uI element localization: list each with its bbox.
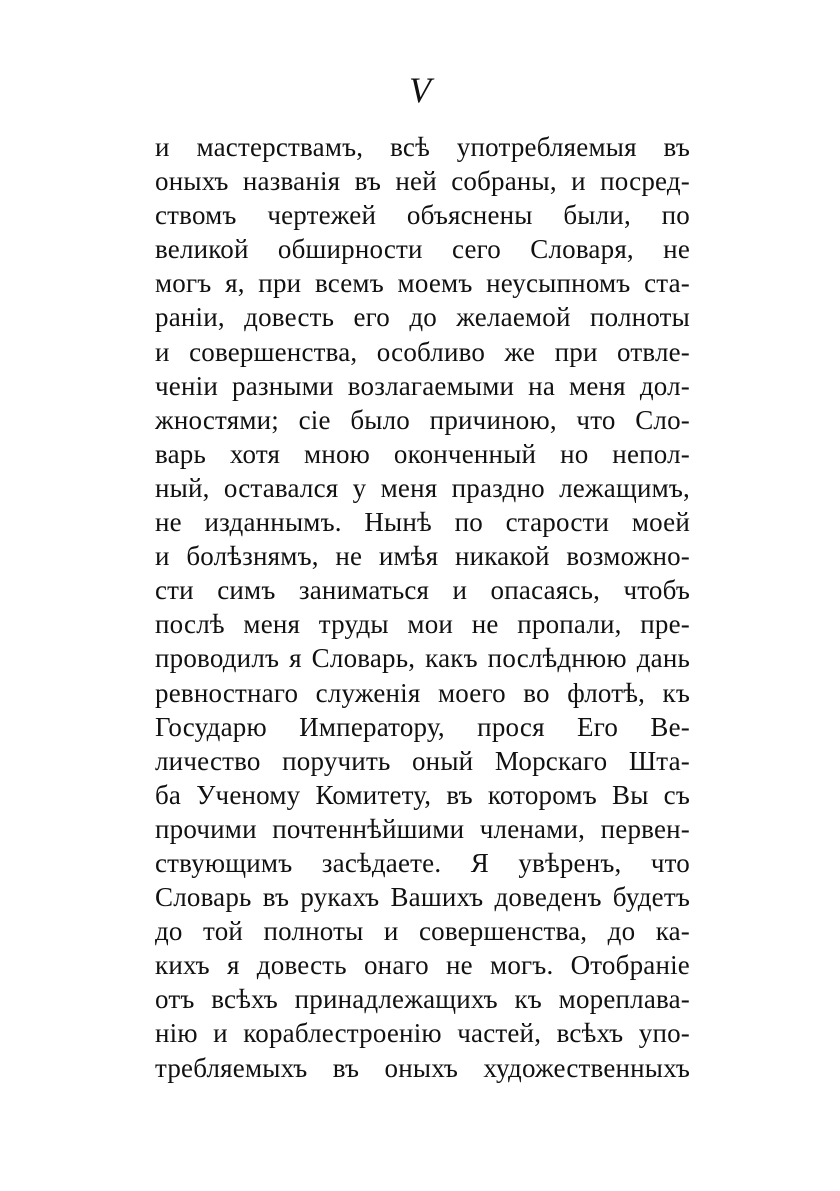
text-line: кихъ я довесть онаго не могъ. Отобраніе (155, 950, 690, 981)
page-number: V (409, 70, 431, 110)
text-line: оныхъ названія въ ней собраны, и посред- (155, 166, 690, 197)
text-line: жностями; сіе было причиною, что Сло- (155, 404, 690, 435)
text-line: Словарь въ рукахъ Вашихъ доведенъ будетъ (155, 882, 690, 913)
text-line: и мастерствамъ, всѣ употребляемыя въ (155, 132, 690, 162)
text-line: ревностнаго служенія моего во флотѣ, къ (155, 677, 690, 708)
text-line: ный, оставался у меня праздно лежащимъ, (155, 472, 690, 503)
text-line: проводилъ я Словарь, какъ послѣднюю дань (155, 643, 690, 674)
text-line: раніи, довесть его до желаемой полноты (155, 302, 690, 333)
text-line: ствомъ чертежей объяснены были, по (155, 200, 690, 231)
text-line: личество поручить оный Морскаго Шта- (155, 745, 690, 776)
text-line: прочими почтеннѣйшими членами, первен- (155, 813, 690, 844)
text-line: варь хотя мною оконченный но непол- (155, 438, 690, 469)
text-line: отъ всѣхъ принадлежащихъ къ мореплава- (155, 984, 690, 1015)
body-text (155, 130, 690, 1085)
text-line: и болѣзнямъ, не имѣя никакой возможно- (155, 541, 690, 572)
text-line: могъ я, при всемъ моемъ неусыпномъ ста- (155, 268, 690, 299)
text-line: Государю Императору, прося Его Ве- (155, 711, 690, 742)
text-line: и совершенства, особливо же при отвле- (155, 336, 690, 367)
text-line: сти симъ заниматься и опасаясь, чтобъ (155, 575, 690, 606)
text-line: великой обширности сего Словаря, не (155, 234, 690, 265)
text-line: не изданнымъ. Нынѣ по старости моей (155, 507, 690, 538)
text-line: требляемыхъ въ оныхъ художественныхъ (155, 1052, 690, 1083)
text-line: послѣ меня труды мои не пропали, пре- (155, 609, 690, 640)
text-line: нію и кораблестроенію частей, всѣхъ упо- (155, 1018, 690, 1049)
text-line: до той полноты и совершенства, до ка- (155, 916, 690, 947)
text-line: ба Ученому Комитету, въ которомъ Вы съ (155, 779, 690, 810)
text-line: ченіи разными возлагаемыми на меня дол- (155, 370, 690, 401)
text-line: ствующимъ засѣдаете. Я увѣренъ, что (155, 847, 690, 878)
